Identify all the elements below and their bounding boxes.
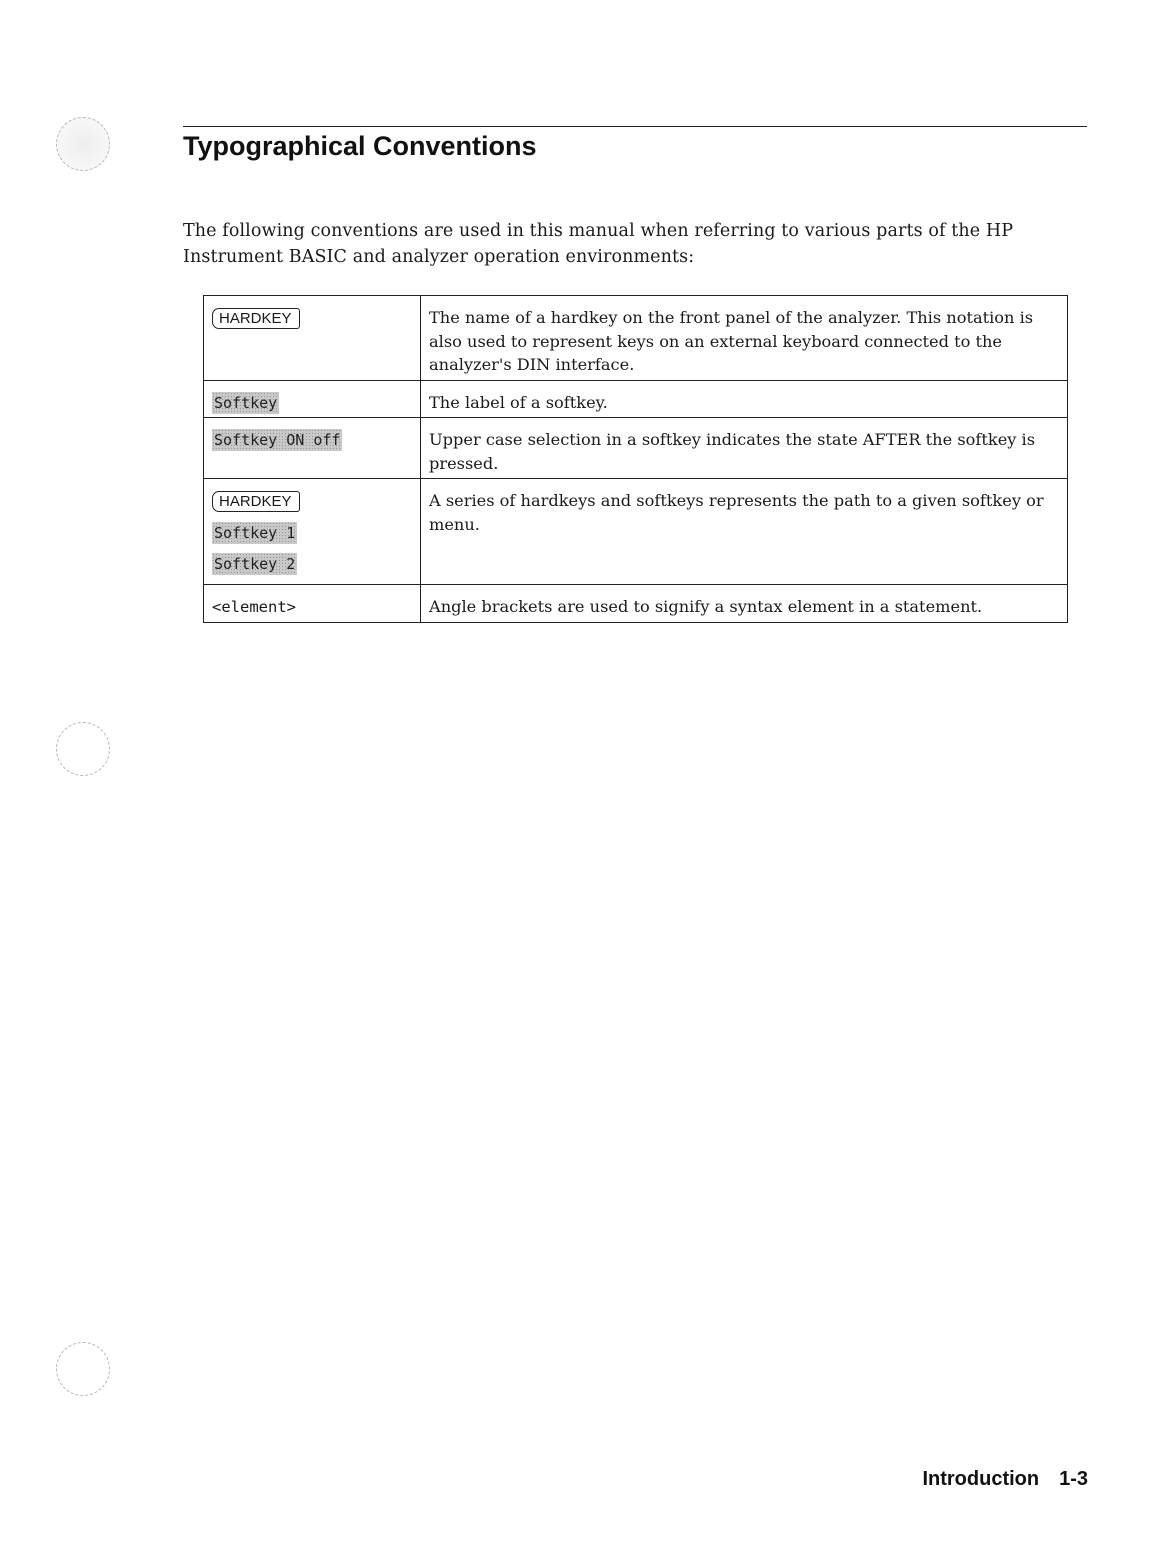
description-cell: The label of a softkey. <box>421 380 1068 418</box>
notation-cell <box>204 479 421 585</box>
notation-cell <box>204 418 421 479</box>
softkey-2-example: Softkey 2 <box>214 555 296 573</box>
table-row <box>204 296 1068 381</box>
element-example: <element> <box>212 597 296 616</box>
description-cell: A series of hardkeys and softkeys represents the path to a given softkey or menu. <box>421 479 1068 585</box>
page-title: Typographical Conventions <box>183 131 537 161</box>
punch-hole-top <box>56 117 110 171</box>
notation-cell <box>204 584 421 623</box>
hardkey-example: HARDKEY <box>212 308 300 329</box>
description-cell: Angle brackets are used to signify a syntax element in a statement. <box>421 584 1068 623</box>
intro-paragraph: The following conventions are used in this manual when referring to various parts of the HP Instrument BASIC and analyzer operation environments: <box>183 221 1014 267</box>
table-row <box>204 479 1068 585</box>
conventions-table <box>203 295 1068 623</box>
softkey-toggle-example: Softkey ON off <box>214 431 341 449</box>
softkey-1-example: Softkey 1 <box>214 523 296 542</box>
table-row <box>204 418 1068 479</box>
notation-cell <box>204 296 421 381</box>
table-row <box>204 380 1068 418</box>
punch-hole-bottom <box>56 1342 110 1396</box>
hardkey-example: HARDKEY <box>212 491 300 512</box>
punch-hole-middle <box>56 722 110 776</box>
page-footer <box>922 1468 1088 1491</box>
footer-page-number: 1-3 <box>1059 1468 1088 1490</box>
softkey-example: Softkey <box>214 393 278 412</box>
description-cell: Upper case selection in a softkey indicates the state AFTER the softkey is pressed. <box>421 418 1068 479</box>
description-cell: The name of a hardkey on the front panel of the analyzer. This notation is also used to represent keys on an external keyboard connected to the analyzer's DIN interface. <box>421 296 1068 381</box>
footer-section: Introduction <box>922 1468 1040 1490</box>
table-row <box>204 584 1068 623</box>
heading-rule <box>183 126 1087 127</box>
notation-cell <box>204 380 421 418</box>
